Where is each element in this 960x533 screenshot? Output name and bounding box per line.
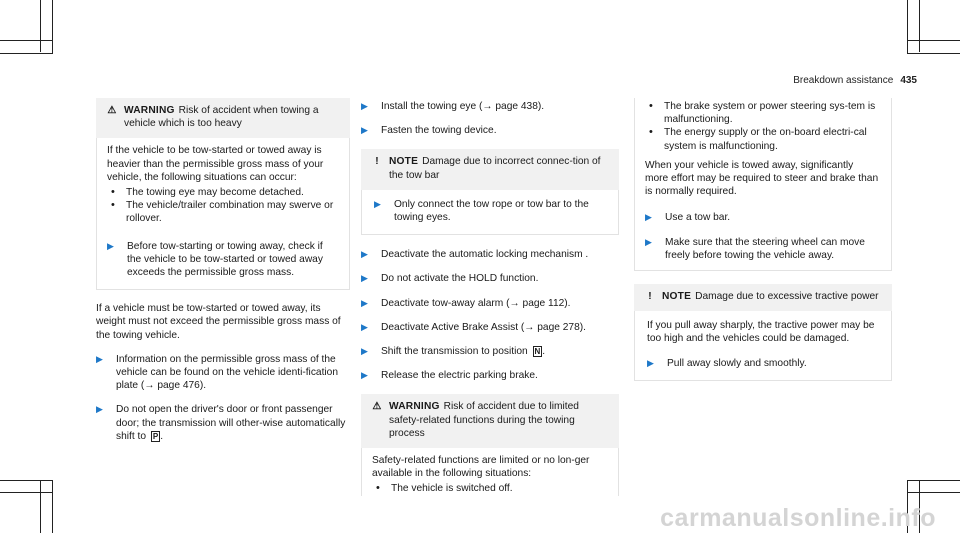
list-item: • The energy supply or the on-board electri-cal system is malfunctioning.: [649, 126, 867, 152]
crop-mark: [0, 40, 52, 41]
arrow-right-icon: ▶: [107, 240, 114, 251]
step-item: ▶ Deactivate Active Brake Assist (→ page 278).: [361, 321, 586, 333]
exclamation-icon: !: [375, 156, 379, 168]
arrow-right-icon: ▶: [361, 273, 368, 284]
warning-text: When your vehicle is towed away, significantly more effort may be required to steer and brake than is normally required.: [645, 159, 879, 198]
arrow-right-icon: ▶: [361, 249, 368, 260]
crop-mark: [908, 53, 960, 54]
list-item: • The vehicle/trailer combination may swerve or rollover.: [111, 199, 334, 225]
warning-keyword: WARNING: [124, 105, 175, 116]
warning-triangle-icon: ⚠: [107, 105, 117, 116]
arrow-right-icon: ▶: [361, 370, 368, 381]
note-keyword: NOTE: [662, 291, 692, 303]
warning-lead: Risk of accident due to limited safety-related functions during the towing process: [389, 401, 579, 439]
watermark: carmanualsonline.info: [660, 503, 936, 532]
crop-mark: [908, 480, 960, 481]
warning-bullets: [372, 482, 608, 495]
warning-lead: Risk of accident when towing a vehicle which is too heavy: [124, 105, 319, 130]
crop-mark: [40, 0, 41, 52]
right-column: [634, 98, 892, 381]
step-item: ▶ Use a tow bar.: [645, 212, 731, 224]
step-item: ▶ Shift the transmission to position N .: [361, 346, 546, 358]
crop-mark: [907, 0, 908, 54]
warning-box: [96, 98, 350, 138]
warning-box-continued: [634, 98, 892, 271]
step-item: ▶ Do not activate the HOLD function.: [361, 273, 539, 285]
arrow-right-icon: ▶: [96, 353, 103, 364]
arrow-right-icon: ▶: [645, 212, 652, 223]
arrow-right-icon: ▶: [647, 357, 654, 368]
crop-mark: [0, 480, 52, 481]
arrow-right-icon: ▶: [361, 321, 368, 332]
step-item: ▶ Pull away slowly and smoothly.: [647, 357, 807, 369]
crop-mark: [908, 492, 960, 493]
exclamation-icon: !: [648, 291, 652, 303]
crop-mark: [908, 40, 960, 41]
body-paragraph: If a vehicle must be tow-started or towed away, its weight must not exceed the permissible gross mass of the towing vehicle.: [96, 303, 341, 341]
step-item: ▶ Install the towing eye (→ page 438).: [361, 101, 545, 112]
arrow-right-icon: ▶: [645, 236, 652, 247]
note-keyword: NOTE: [389, 156, 419, 168]
note-lead: Damage due to excessive tractive power: [695, 291, 879, 303]
step-item: ▶ Deactivate the automatic locking mechanism .: [361, 249, 589, 261]
note-text: If you pull away sharply, the tractive power may be too high and the vehicles could be damaged.: [647, 320, 875, 345]
neutral-symbol: N: [534, 347, 541, 357]
page-header: [793, 74, 917, 87]
arrow-right-icon: ▶: [361, 101, 368, 111]
arrow-right-icon: ▶: [361, 346, 368, 357]
crop-mark: [0, 53, 52, 54]
arrow-right-icon: ▶: [361, 297, 368, 308]
warning-body: [96, 138, 350, 290]
step-item: ▶ Only connect the tow rope or tow bar to the towing eyes.: [374, 198, 589, 224]
step-item: ▶ Release the electric parking brake.: [361, 370, 538, 382]
warning-keyword: WARNING: [389, 401, 440, 413]
warning-bullets: [645, 100, 879, 153]
warning-bullets: [107, 186, 339, 226]
crop-mark: [919, 0, 920, 52]
middle-column: [361, 98, 619, 496]
warning-triangle-icon: ⚠: [372, 401, 382, 413]
park-symbol: P: [152, 431, 159, 441]
warning-text: Safety-related functions are limited or no lon-ger available in the following situations:: [372, 455, 590, 480]
note-box: [361, 149, 619, 235]
step-item: ▶ Information on the permissible gross mass of the vehicle can be found on the vehicle identi-fication plate (→ page 476).: [96, 353, 339, 392]
crop-mark: [0, 492, 52, 493]
arrow-right-icon: ▶: [96, 404, 103, 415]
warning-box: [361, 394, 619, 495]
page-number: 435: [900, 75, 917, 86]
note-box: [634, 284, 892, 381]
step-item: ▶ Do not open the driver's door or front passenger door; the transmission will other-wise automatically shift to P .: [96, 404, 346, 442]
left-column: [96, 98, 350, 443]
step-item: ▶ Make sure that the steering wheel can move freely before towing the vehicle away.: [645, 236, 865, 261]
crop-mark: [52, 480, 53, 533]
step-item: ▶ Before tow-starting or towing away, check if the vehicle to be tow-started or towed away exceeds the permissible gross mass.: [107, 240, 323, 279]
step-item: ▶ Fasten the towing device.: [361, 125, 497, 137]
list-item: • The vehicle is switched off.: [376, 482, 513, 495]
crop-mark: [52, 0, 53, 54]
arrow-right-icon: ▶: [361, 125, 368, 136]
list-item: • The towing eye may become detached.: [111, 186, 304, 199]
note-lead: Damage due to incorrect connec-tion of the tow bar: [389, 156, 601, 181]
arrow-right-icon: ▶: [374, 198, 381, 209]
step-item: ▶ Deactivate tow-away alarm (→ page 112).: [361, 297, 571, 309]
section-title: Breakdown assistance: [793, 75, 894, 86]
warning-text: If the vehicle to be tow-started or towed away is heavier than the permissible gross mass of your vehicle, the following situations can occur:: [107, 145, 324, 183]
crop-mark: [40, 481, 41, 533]
list-item: • The brake system or power steering sys-tem is malfunctioning.: [649, 100, 876, 126]
